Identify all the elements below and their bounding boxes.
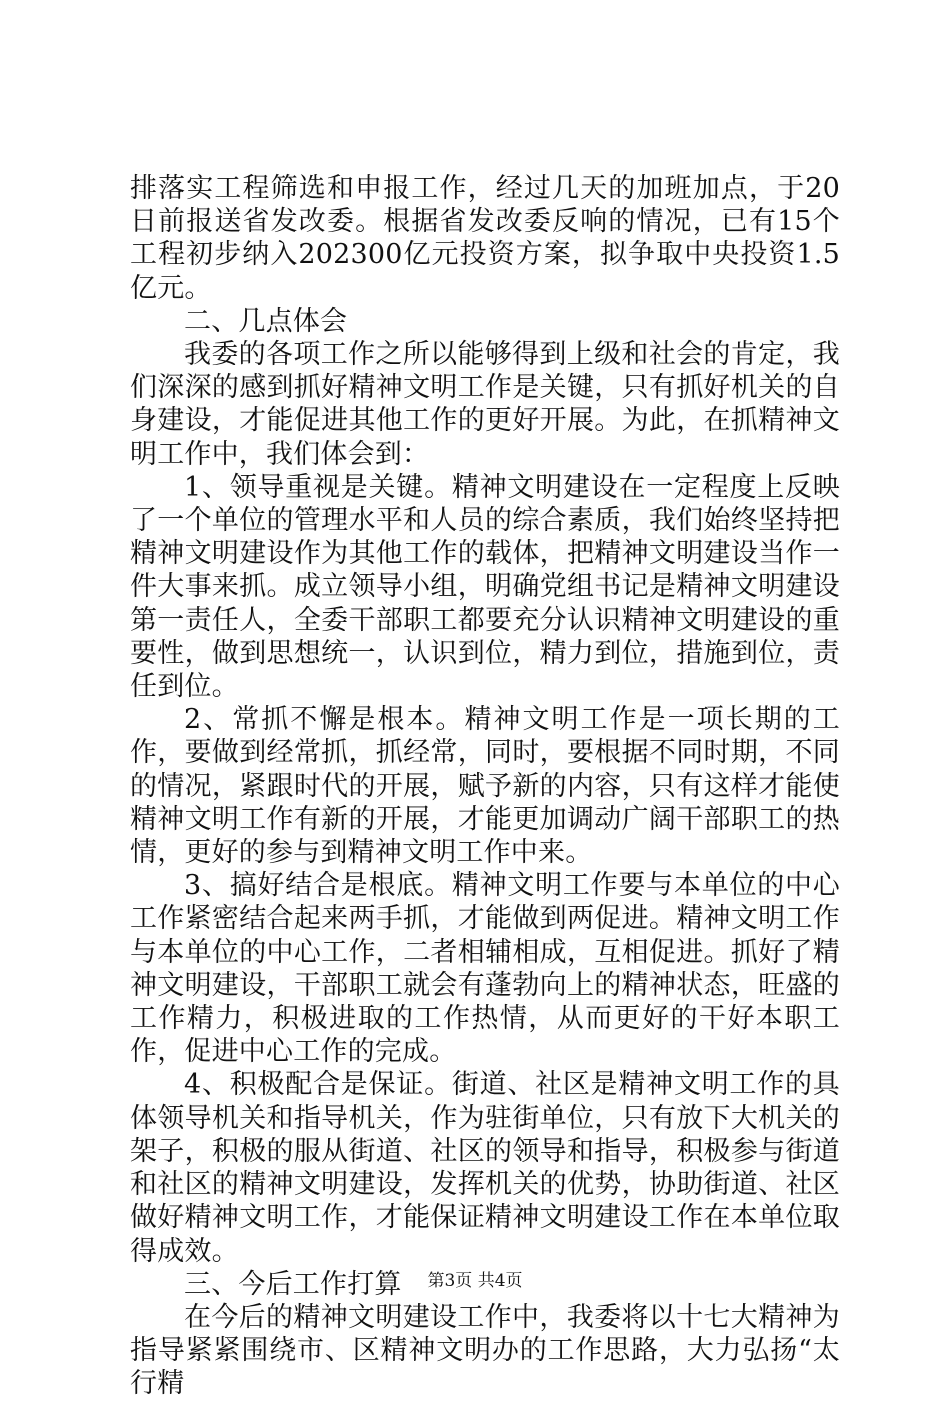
- paragraph-experiences-intro: 我委的各项工作之所以能够得到上级和社会的肯定，我们深深的感到抓好精神文明工作是关键，只有抓好机关的自身建设，才能促进其他工作的更好开展。为此，在抓精神文明工作中，我们体会到：: [130, 339, 840, 470]
- document-body: [130, 172, 840, 1401]
- paragraph-point-2: 2、常抓不懈是根本。精神文明工作是一项长期的工作，要做到经常抓，抓经常，同时，要根据不同时期，不同的情况，紧跟时代的开展，赋予新的内容，只有这样才能使精神文明工作有新的开展，才能更加调动广阔干部职工的热情，更好的参与到精神文明工作中来。: [130, 704, 840, 869]
- paragraph-project-report: 排落实工程筛选和申报工作，经过几天的加班加点，于20日前报送省发改委。根据省发改委反响的情况，已有15个工程初步纳入202300亿元投资方案，拟争取中央投资1.5亿元。: [130, 173, 840, 304]
- page-number-footer: 第3页 共4页: [427, 1271, 523, 1291]
- paragraph-future-plans: 在今后的精神文明建设工作中，我委将以十七大精神为指导紧紧围绕市、区精神文明办的工作思路，大力弘扬“太行精: [130, 1301, 840, 1400]
- heading-future-plans: 三、今后工作打算: [184, 1268, 402, 1300]
- heading-experiences: 二、几点体会: [184, 305, 348, 337]
- paragraph-point-1: 1、领导重视是关键。精神文明建设在一定程度上反映了一个单位的管理水平和人员的综合素质，我们始终坚持把精神文明建设作为其他工作的载体，把精神文明建设当作一件大事来抓。成立领导小组，明确党组书记是精神文明建设第一责任人，全委干部职工都要充分认识精神文明建设的重要性，做到思想统一，认识到位，精力到位，措施到位，责任到位。: [130, 471, 840, 703]
- paragraph-point-3: 3、搞好结合是根底。精神文明工作要与本单位的中心工作紧密结合起来两手抓，才能做到两促进。精神文明工作与本单位的中心工作，二者相辅相成，互相促进。抓好了精神文明建设，干部职工就会有蓬勃向上的精神状态，旺盛的工作精力，积极进取的工作热情，从而更好的干好本职工作，促进中心工作的完成。: [130, 870, 840, 1068]
- paragraph-point-4: 4、积极配合是保证。街道、社区是精神文明工作的具体领导机关和指导机关，作为驻街单位，只有放下大机关的架子，积极的服从街道、社区的领导和指导，积极参与街道和社区的精神文明建设，发挥机关的优势，协助街道、社区做好精神文明工作，才能保证精神文明建设工作在本单位取得成效。: [130, 1069, 840, 1267]
